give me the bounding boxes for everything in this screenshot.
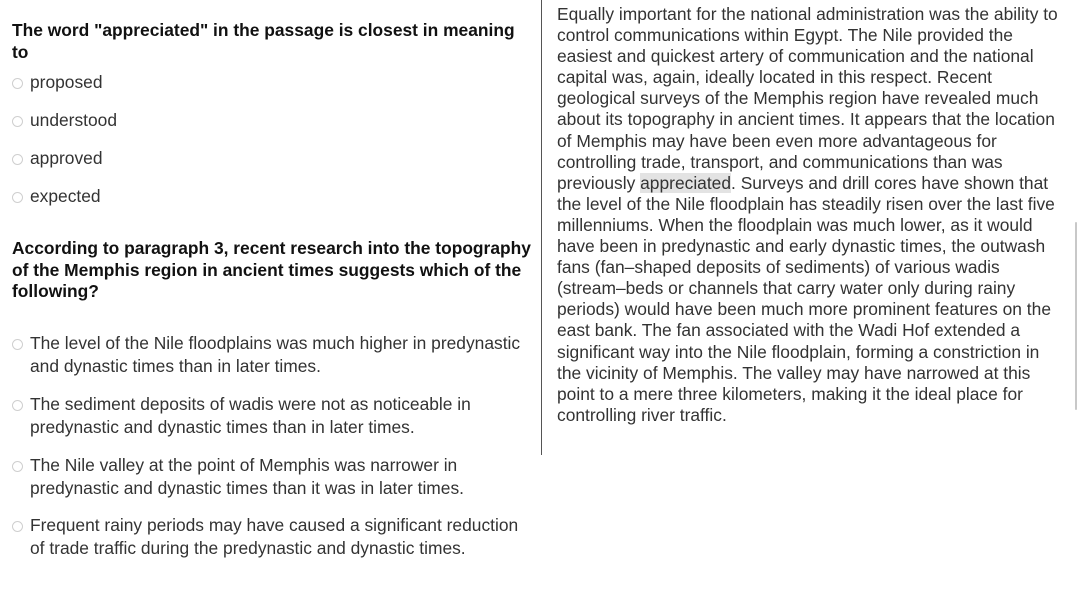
question-1-prompt: The word "appreciated" in the passage is closest in meaning to [12, 20, 515, 62]
q1-option-approved[interactable] [12, 147, 527, 170]
q2-option-label: The sediment deposits of wadis were not as noticeable in predynastic and dynastic times than in later times. [30, 394, 471, 437]
radio-button[interactable] [12, 78, 23, 89]
q1-option-label: proposed [30, 72, 103, 92]
q2-option-label: The Nile valley at the point of Memphis was narrower in predynastic and dynastic times than it was in later times. [30, 455, 464, 498]
passage-text-after: . Surveys and drill cores have shown that the level of the Nile floodplain has steadily risen over the last five millenniums. When the floodplain was much lower, as it would have been in predynastic and early dynastic times, the outwash fans (fan–shaped deposits of sediments) of various wadis (stream–beds or channels that carry water only during rainy periods) would have been much more prominent features on the east bank. The fan associated with the Wadi Hof extended a significant way into the Nile floodplain, forming a constriction in the vicinity of Memphis. The valley may have narrowed at this point to a mere three kilometers, making it the ideal place for controlling river traffic. [557, 172, 1055, 425]
pane-divider [541, 0, 542, 455]
q2-option-label: The level of the Nile floodplains was much higher in predynastic and dynastic times than in later times. [30, 333, 521, 376]
radio-button[interactable] [12, 461, 23, 472]
q1-option-expected[interactable] [12, 185, 527, 208]
passage-scrollbar[interactable] [1075, 222, 1077, 410]
q2-option-label: Frequent rainy periods may have caused a significant reduction of trade traffic during the predynastic and dynastic times. [30, 515, 519, 558]
question-2-prompt: According to paragraph 3, recent research into the topography of the Memphis region in ancient times suggests which of the following? [12, 238, 531, 301]
radio-button[interactable] [12, 339, 23, 350]
radio-button[interactable] [12, 400, 23, 411]
q2-option-b[interactable] [12, 393, 527, 439]
q2-option-d[interactable] [12, 514, 527, 560]
q1-option-label: understood [30, 110, 118, 130]
q1-option-understood[interactable] [12, 109, 527, 132]
q1-option-label: approved [30, 148, 103, 168]
radio-button[interactable] [12, 192, 23, 203]
highlighted-word: appreciated [640, 172, 732, 193]
q2-option-c[interactable] [12, 454, 527, 500]
q1-option-label: expected [30, 186, 101, 206]
reading-passage [557, 4, 1062, 426]
radio-button[interactable] [12, 154, 23, 165]
q1-option-proposed[interactable] [12, 71, 527, 94]
passage-text-before: Equally important for the national administration was the ability to control communications within Egypt. The Nile provided the easiest and quickest artery of communication and the national capital was, again, ideally located in this respect. Recent geological surveys of the Memphis region have revealed much about its topography in ancient times. It appears that the location of Memphis may have been even more advantageous for controlling trade, transport, and communications than was previously [557, 4, 1058, 193]
q2-option-a[interactable] [12, 332, 527, 378]
radio-button[interactable] [12, 116, 23, 127]
radio-button[interactable] [12, 521, 23, 532]
